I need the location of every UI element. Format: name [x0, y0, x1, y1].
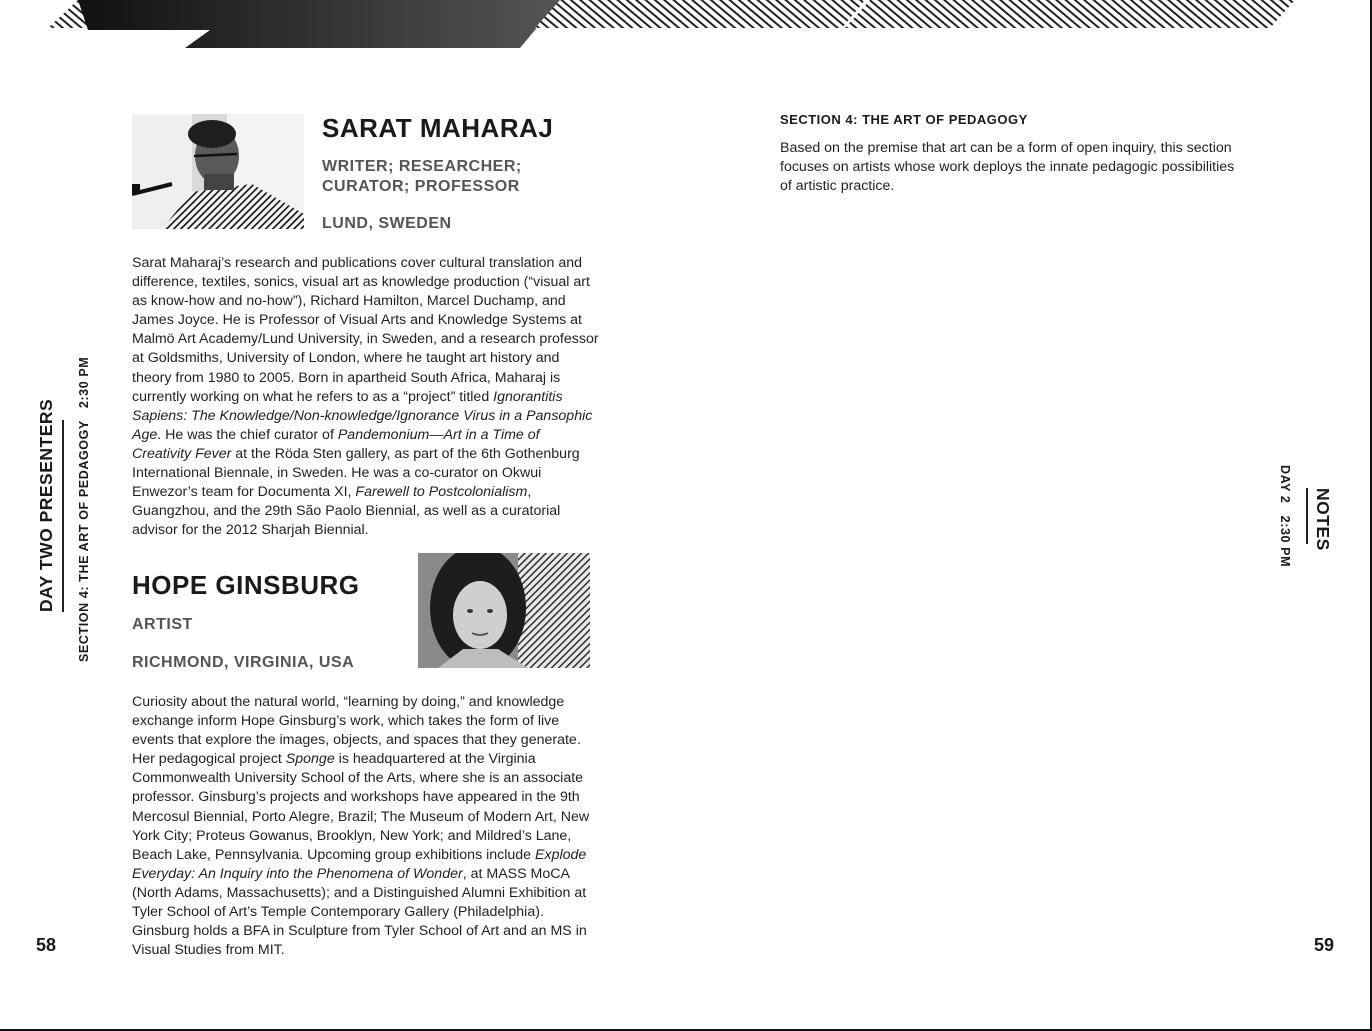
side-title-text: DAY TWO PRESENTERS [36, 398, 56, 612]
left-side-rule [62, 420, 64, 612]
notes-subtitle-text: DAY 2 2:30 PM [1278, 465, 1292, 568]
page-number-left: 58 [36, 935, 57, 955]
notes-title-text: NOTES [1313, 488, 1333, 551]
presenter-location: LUND, SWEDEN [322, 215, 452, 232]
portrait-image [418, 553, 590, 668]
italic-title: Ignorantitis Sapiens: The Knowledge/Non-knowledge/Ignorance Virus in a Pansophic Age [132, 388, 593, 443]
page-number-right: 59 [1314, 935, 1335, 955]
bio-text: Curiosity about the natural world, “learning by doing,” and knowledge exchange inform Hope Ginsburg’s work, which takes the form of live events that explore the images, objects, and spaces that they generate. Her pedagogical project [132, 694, 581, 768]
section-heading: SECTION 4: THE ART OF PEDAGOGY [780, 112, 1028, 127]
bio-text: , at MASS MoCA (North Adams, Massachusetts); and a Distinguished Alumni Exhibition at Tyler School of Art’s Temple Contemporary Gallery (Philadelphia). Ginsburg holds a BFA in Sculpture from Tyler School of Art and an MS in Visual Studies from MIT. [132, 865, 587, 959]
italic-title: Pandemonium—Art in a Time of Creativity Fever [132, 426, 540, 462]
italic-title: Explode Everyday: An Inquiry into the Phenomena of Wonder [132, 846, 587, 882]
presenter-photo-maharaj [132, 114, 304, 229]
bio-text: Sarat Maharaj’s research and publications cover cultural translation and difference, textiles, sonics, visual art as knowledge production (“visual art as know-how and no-how”), Richard Hamilton, Marcel Duchamp, and James Joyce. He is Professor of Visual Arts and Knowledge Systems at Malmö Art Academy/Lund University, in Sweden, and a research professor at Goldsmiths, University of London, where he taught art history and theory from 1980 to 2005. Born in apartheid South Africa, Maharaj is currently working on what he refers to as a “project” titled [132, 255, 599, 405]
header-stripe-band [0, 0, 1372, 50]
presenter-bio [132, 254, 602, 540]
italic-title: Sponge [285, 751, 335, 768]
presenter-photo-ginsburg [418, 553, 590, 668]
portrait-image [132, 114, 304, 229]
section-description: Based on the premise that art can be a form of open inquiry, this section focuses on artists whose work deploys the innate pedagogic possibilities of artistic practice. [780, 140, 1235, 195]
bio-text: , Guangzhou, and the 29th São Paolo Biennial, as well as a curatorial advisor for the 2012 Sharjah Biennial. [132, 484, 561, 539]
presenter-roles: ARTIST [132, 616, 193, 633]
right-side-title [1312, 488, 1333, 551]
right-side-subtitle [1278, 465, 1292, 567]
bio-text: is headquartered at the Virginia Commonwealth University School of the Arts, where she is an associate professor. Ginsburg’s projects and workshops have appeared in the 9th Mercosul Biennial, Porto Alegre, Brazil; The Museum of Modern Art, New York City; Proteus Gowanus, Brooklyn, New York; and Mildred’s Lane, Beach Lake, Pennsylvania. Upcoming group exhibitions include [132, 751, 590, 863]
left-side-title [36, 399, 57, 612]
presenter-location: RICHMOND, VIRGINIA, USA [132, 654, 355, 671]
side-subtitle-text: SECTION 4: THE ART OF PEDAGOGY 2:30 PM [77, 356, 91, 662]
presenter-name: SARAT MAHARAJ [322, 113, 554, 143]
left-side-subtitle [77, 357, 91, 662]
italic-title: Farewell to Postcolonialism [355, 484, 528, 501]
presenter-name: HOPE GINSBURG [132, 570, 360, 600]
bio-text: at the Röda Sten gallery, as part of the 6th Gothenburg International Biennale, in Sweden. He was a co-curator on Okwui Enwezor’s team for Documenta XI, [132, 445, 580, 501]
presenter-bio [132, 693, 602, 960]
presenter-roles: WRITER; RESEARCHER; CURATOR; PROFESSOR [322, 158, 522, 195]
right-side-rule [1306, 488, 1308, 544]
bio-text: . He was the chief curator of [157, 426, 338, 443]
